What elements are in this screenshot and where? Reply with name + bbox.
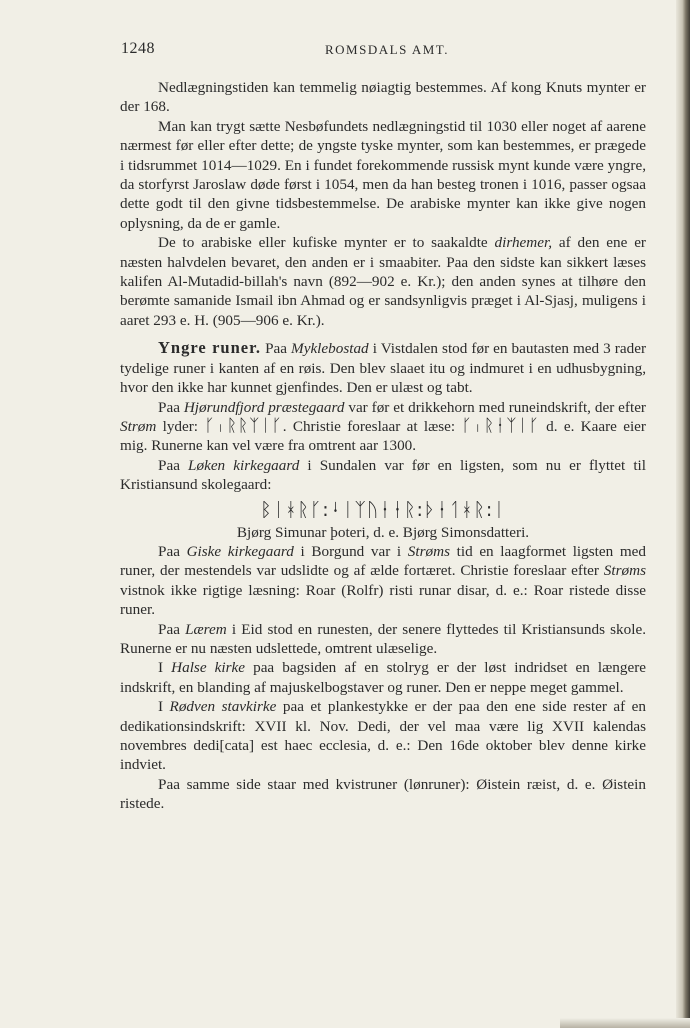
section-heading: Yngre runer. [158, 338, 262, 358]
paragraph [120, 117, 646, 233]
italic-place: Løken kirkegaard [188, 456, 300, 474]
paragraph-text: af den ene er næsten halvdelen bevaret, den anden er i smaabiter. Paa den sidste kan sikkert læses kalifen Al-Mutadid-billah's navn (892—902 e. Kr.); den anden synes at tilhøre den berømte samanide Ismail ibn Ahmad og er sandsynligvis præget i Al-Sjasj, muligens i aaret 293 e. H. (905—906 e. Kr.). [120, 234, 646, 329]
section-gap [120, 330, 646, 338]
paragraph-text: Paa [158, 542, 187, 560]
paragraph-text: d. e. Kaare eier mig. Runerne kan vel være fra omtrent aar 1300. [120, 417, 646, 455]
paragraph-text: Nedlægningstiden kan temmelig nøiagtig bestemmes. Af kong Knuts mynter er der 168. [120, 79, 646, 116]
paragraph-text: i Vistdalen stod før en bautasten med 3 rader tydelige runer i kanten af en røis. Den blev slaaet itu og indmuret i en udhusbygning, hvor den ikke har kunnet gjenfindes. Den er ulæst og tabt. [120, 340, 646, 397]
paragraph-text: Bjørg Simunar þoteri, d. e. Bjørg Simonsdatteri. [236, 523, 530, 541]
paragraph-text: i Sundalen var før en ligsten, som nu er flyttet til Kristiansund skolegaard: [120, 456, 646, 494]
page-header [121, 40, 646, 60]
paragraph [120, 233, 646, 330]
paragraph [120, 338, 646, 397]
paragraph-text: i Borgund var i [293, 542, 408, 560]
italic-place: Hjørundfjord præstegaard [183, 398, 345, 416]
paragraph-text: . Christie foreslaar at læse: [282, 417, 462, 435]
paragraph [120, 697, 646, 775]
italic-author: Strøms [603, 562, 646, 580]
page-number: 1248 [121, 40, 155, 57]
paragraph [120, 456, 646, 495]
paragraph-text: De to arabiske eller kufiske mynter er to saakaldte [158, 234, 495, 252]
italic-author: Strøms [407, 542, 450, 560]
page-body [120, 78, 646, 814]
rune-reading [120, 523, 646, 542]
rune-inscription-line: ᛒᛁᚼᚱᚴ:ᛍᛁᛉᚢᚽᚽᚱ:ᚦᚽᛐᚼᚱ:ᛁ [260, 498, 506, 521]
paragraph-text: Paa samme side staar med kvistruner (lønruner): Øistein ræist, d. e. Øistein ristede. [120, 775, 646, 813]
italic-place: Myklebostad [291, 340, 369, 358]
running-head: ROMSDALS AMT. [325, 42, 450, 57]
paragraph-text: Paa [158, 620, 186, 638]
paragraph-text: I [158, 659, 172, 677]
paragraph [120, 775, 646, 814]
paragraph-text: I [158, 698, 170, 716]
paragraph-text: Paa [158, 398, 184, 416]
paragraph-text: i Eid stod en runesten, der senere flyttedes til Kristiansunds skole. Runerne er nu næsten udslettede, omtrent ulæselige. [120, 620, 646, 657]
paragraph-text: vistnok ikke rigtige læsning: Roar (Rolfr) risti runar disar, d. e.: Roar ristede disse runer. [120, 581, 646, 619]
italic-place: Giske kirkegaard [186, 542, 294, 560]
paragraph-text: lyder: [156, 417, 205, 435]
italic-place: Rødven stavkirke [169, 698, 277, 716]
italic-term: dirhemer, [494, 234, 553, 252]
paragraph-text: var før et drikkehorn med runeindskrift, der efter [344, 398, 646, 416]
italic-place: Halse kirke [171, 659, 246, 677]
italic-author: Strøm [120, 417, 157, 435]
rune-inscription: ᚴᛧᚱᚽᛉᛁᚴ [461, 415, 540, 436]
paragraph-text: tid en laagformet ligsten med runer, der mestendels var udslidte og af ælde fortæret. Christie foreslaar efter [120, 542, 646, 580]
paragraph [120, 542, 646, 620]
paragraph-text: Paa [261, 340, 292, 358]
paragraph [120, 78, 646, 117]
page-bottom-edge [560, 1018, 690, 1028]
paragraph [120, 658, 646, 697]
page-edge-shadow [676, 0, 690, 1028]
italic-place: Lærem [185, 620, 227, 638]
paragraph-text: Paa [158, 456, 189, 474]
paragraph-text: paa bagsiden af en stolryg er der løst indridset en længere indskrift, en blanding af majuskelbogstaver og runer. Den er neppe meget gammel. [120, 659, 646, 696]
paragraph-text: paa et plankestykke er der paa den ene side rester af en dedikationsindskrift: XVII kl. Nov. Dedi, der vel maa være lig XVII kalendas novembres dedi[cata] est haec ecclesia, d. e.: Den 16de oktober blev denne kirke indviet. [120, 698, 646, 774]
paragraph [120, 620, 646, 659]
rune-inscription: ᚴᛧᚱᚱᛉᛁᚴ [204, 415, 283, 436]
paragraph [120, 398, 646, 456]
paragraph-text: Man kan trygt sætte Nesbøfundets nedlægningstid til 1030 eller noget af aarene nærmest før eller efter dette; de yngste tyske mynter, som kan bestemmes, er prægede i tidsrummet 1014—1029. En i fundet forekommende russisk mynt kunde være yngre, da storfyrst Jaroslaw døde først i 1054, men da han besteg tronen i 1016, passer ogsaa dette godt til den givne tidsbestemmelse. De arabiske mynter kan ikke give nogen oplysning, da de er gamle. [120, 117, 646, 232]
